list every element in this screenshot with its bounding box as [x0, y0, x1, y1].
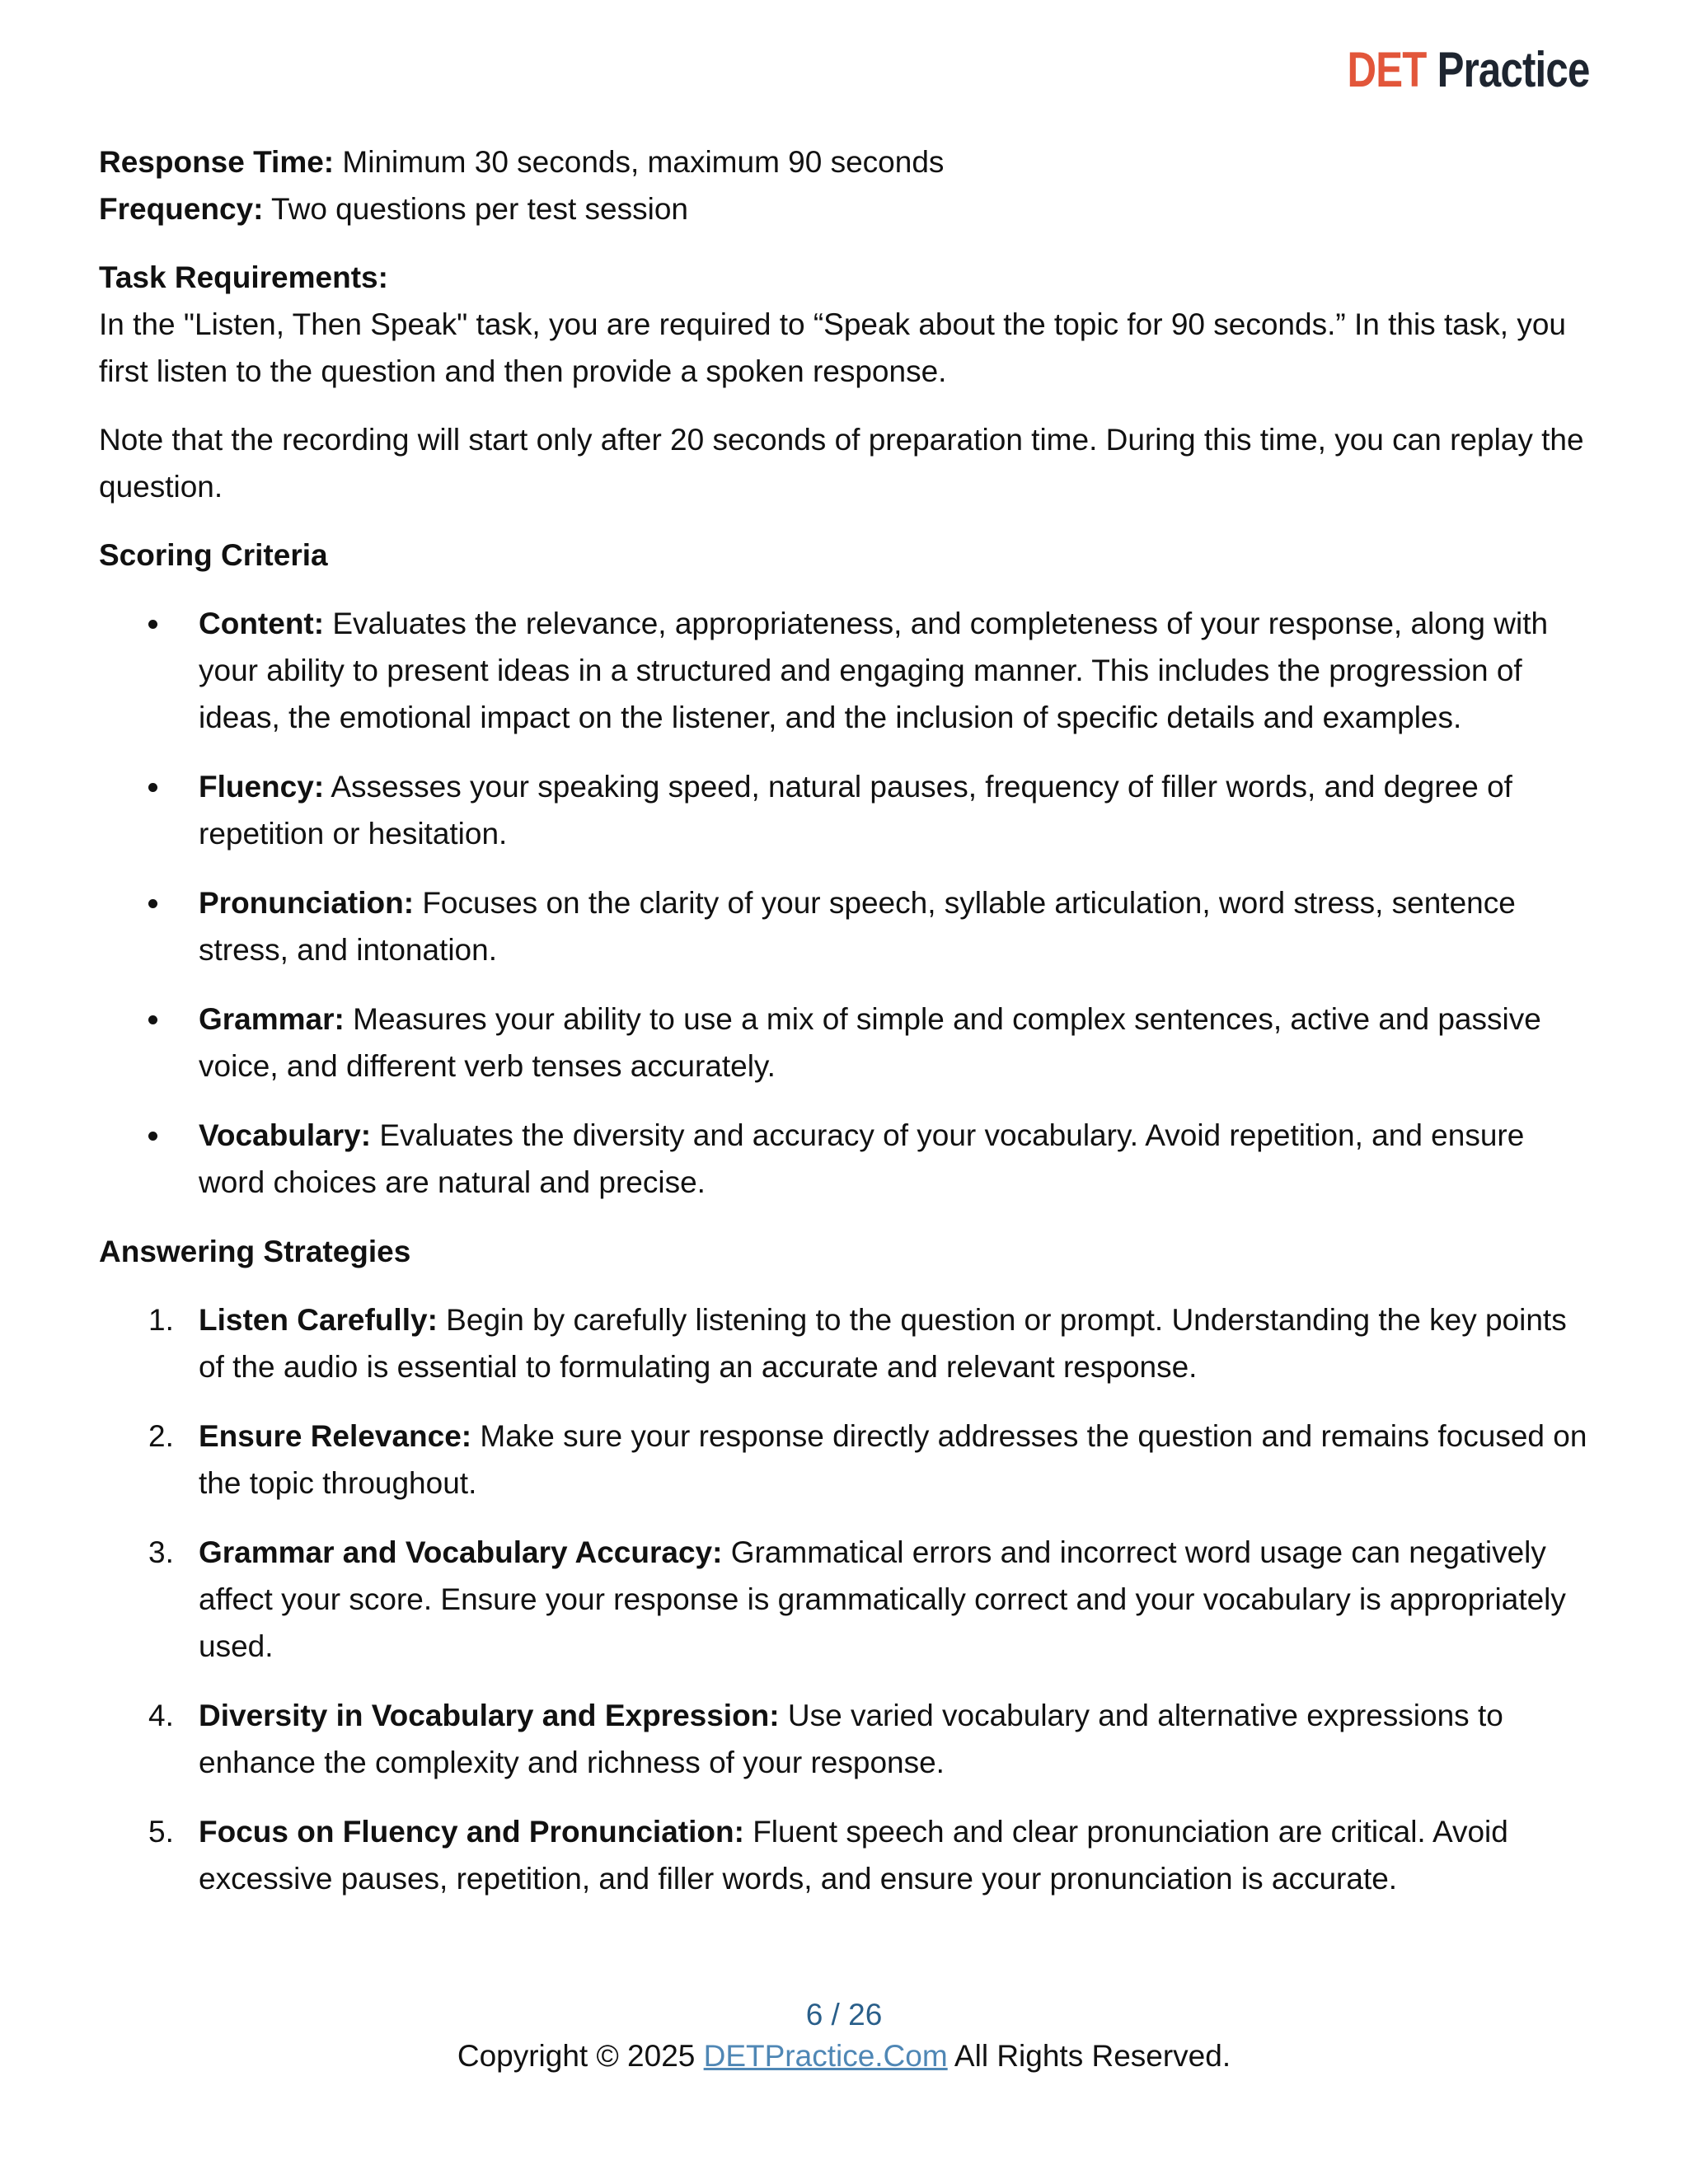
- scoring-criteria-heading-text: Scoring Criteria: [99, 538, 328, 572]
- answering-strategies-list: [99, 1296, 1591, 1902]
- strategy-term: Focus on Fluency and Pronunciation:: [199, 1815, 744, 1849]
- criterion-term: Pronunciation:: [199, 886, 415, 920]
- criterion-text: Assesses your speaking speed, natural pauses, frequency of filler words, and degree of repetition or hesitation.: [199, 770, 1512, 851]
- answering-strategies-heading: [99, 1228, 1591, 1275]
- bullet-icon: [148, 600, 173, 647]
- frequency-value: Two questions per test session: [263, 192, 688, 226]
- strategy-term: Ensure Relevance:: [199, 1419, 472, 1453]
- criterion-term: Fluency:: [199, 770, 325, 804]
- criterion-text: Measures your ability to use a mix of simple and complex sentences, active and passive voice, and different verb tenses accurately.: [199, 1002, 1541, 1083]
- task-requirements-heading: [99, 254, 1591, 301]
- document-body: [99, 138, 1591, 1902]
- criterion-text: Focuses on the clarity of your speech, syllable articulation, word stress, sentence stress, and intonation.: [199, 886, 1516, 967]
- response-time-value: Minimum 30 seconds, maximum 90 seconds: [334, 145, 945, 179]
- list-item: [99, 879, 1591, 973]
- task-requirements-heading-text: Task Requirements:: [99, 260, 388, 294]
- bullet-icon: [148, 763, 173, 810]
- strategy-text: Fluent speech and clear pronunciation are critical. Avoid excessive pauses, repetition, and filler words, and ensure your pronunciation is accurate.: [199, 1815, 1508, 1896]
- list-item: [99, 600, 1591, 741]
- brand-logo: [1347, 41, 1589, 99]
- response-time-line: [99, 138, 1591, 185]
- list-number: 1.: [148, 1303, 174, 1337]
- strategy-text: Grammatical errors and incorrect word usage can negatively affect your score. Ensure your response is grammatically correct and your vocabulary is appropriately used.: [199, 1535, 1566, 1663]
- criterion-term: Grammar:: [199, 1002, 345, 1036]
- bullet-icon: [148, 879, 173, 926]
- list-item: [99, 1529, 1591, 1670]
- copyright-prefix: Copyright © 2025: [457, 2039, 704, 2073]
- frequency-line: [99, 185, 1591, 232]
- list-number: 4.: [148, 1699, 174, 1732]
- criterion-text: Evaluates the relevance, appropriateness, and completeness of your response, along with your ability to present ideas in a structured and engaging manner. This includes the progression of ideas, the emotional impact on the listener, and the inclusion of specific details and examples.: [199, 607, 1549, 734]
- list-item: [99, 1296, 1591, 1390]
- response-time-label: Response Time:: [99, 145, 335, 179]
- page-footer: [0, 1994, 1688, 2077]
- answering-strategies-heading-text: Answering Strategies: [99, 1235, 411, 1268]
- list-number: 5.: [148, 1815, 174, 1849]
- strategy-term: Diversity in Vocabulary and Expression:: [199, 1699, 780, 1732]
- list-number: 3.: [148, 1535, 174, 1569]
- copyright-suffix: All Rights Reserved.: [947, 2039, 1231, 2073]
- criterion-text: Evaluates the diversity and accuracy of your vocabulary. Avoid repetition, and ensure word choices are natural and precise.: [199, 1118, 1525, 1199]
- page-number: 6 / 26: [805, 1998, 883, 2032]
- criterion-term: Vocabulary:: [199, 1118, 372, 1152]
- task-paragraph-2: Note that the recording will start only after 20 seconds of preparation time. During this time, you can replay the question.: [99, 423, 1584, 504]
- bullet-icon: [148, 996, 173, 1043]
- strategy-text: Begin by carefully listening to the question or prompt. Understanding the key points of the audio is essential to formulating an accurate and relevant response.: [199, 1303, 1567, 1384]
- frequency-label: Frequency:: [99, 192, 264, 226]
- logo-det: DET: [1347, 42, 1426, 97]
- strategy-term: Grammar and Vocabulary Accuracy:: [199, 1535, 723, 1569]
- list-item: [99, 1692, 1591, 1786]
- copyright-line: [0, 2036, 1688, 2077]
- bullet-icon: [148, 1112, 173, 1159]
- strategy-text: Use varied vocabulary and alternative expressions to enhance the complexity and richness of your response.: [199, 1699, 1503, 1779]
- strategy-term: Listen Carefully:: [199, 1303, 438, 1337]
- task-paragraph-1: In the "Listen, Then Speak" task, you are required to “Speak about the topic for 90 seconds.” In this task, you first listen to the question and then provide a spoken response.: [99, 307, 1567, 388]
- website-link[interactable]: DETPractice.Com: [703, 2039, 948, 2073]
- criterion-term: Content:: [199, 607, 325, 640]
- list-item: [99, 1808, 1591, 1902]
- list-item: [99, 996, 1591, 1090]
- scoring-criteria-list: [99, 600, 1591, 1206]
- strategy-text: Make sure your response directly addresses the question and remains focused on the topic throughout.: [199, 1419, 1587, 1500]
- list-item: [99, 1112, 1591, 1206]
- list-item: [99, 1413, 1591, 1507]
- list-number: 2.: [148, 1419, 174, 1453]
- scoring-criteria-heading: [99, 532, 1591, 579]
- list-item: [99, 763, 1591, 857]
- logo-practice: Practice: [1437, 42, 1589, 97]
